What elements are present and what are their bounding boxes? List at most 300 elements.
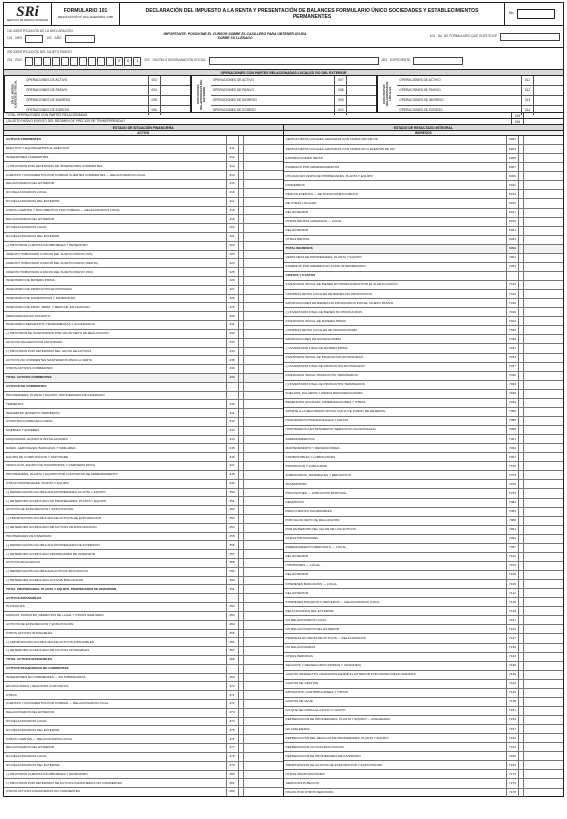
row-label: TOTAL PROPIEDADES, PLANTA Y EQUIPO, PROPIEDADES DE INVERSIÓN [6,587,117,591]
row-value-field[interactable] [523,444,563,452]
row-label: EFECTIVO Y EQUIVALENTES AL EFECTIVO [6,147,70,151]
row-value-field[interactable] [523,399,563,407]
row-label: NO ACELERADA [285,727,310,731]
row-label: HONORARIOS PROFESIONALES Y DIETAS [285,419,349,423]
row-value-field[interactable] [523,752,563,760]
row-value-field[interactable] [243,577,283,585]
row-value-field[interactable] [523,254,563,262]
row-value-field[interactable] [523,308,563,316]
row-value-field[interactable] [523,218,563,226]
table-row [4,242,283,251]
row-code: 316 [226,189,238,197]
table-row [284,761,564,770]
row-label: SUELDOS, SALARIOS Y DEMÁS REMUNERACIONES [285,392,363,396]
ops-value-field[interactable] [160,76,190,85]
table-row [284,743,564,752]
row-label: SERVICIOS PÚBLICOS [285,781,319,785]
table-row [284,789,564,797]
row-value-field[interactable] [523,616,563,624]
row-code: 7121 [506,616,518,624]
table-row [284,752,564,761]
row-value-field[interactable] [243,647,283,655]
row-label: INGRESOS POR ARRENDAMIENTOS [285,165,340,169]
month-field[interactable] [25,35,43,43]
row-value-field[interactable] [523,580,563,588]
row-value-field[interactable] [243,480,283,488]
year-field[interactable] [65,35,95,43]
row-value-field[interactable] [243,559,283,567]
row-value-field[interactable] [243,788,283,796]
table-row [4,339,283,348]
ops-value-field[interactable] [533,86,563,95]
table-row [4,259,283,268]
row-value-field[interactable] [243,233,283,241]
row-code: 378 [226,753,238,761]
row-value-field[interactable] [243,682,283,690]
ops-value-field[interactable] [533,96,563,105]
row-value-field[interactable] [523,263,563,271]
row-value-field[interactable] [243,603,283,611]
row-code: 382 [226,788,238,796]
row-value-field[interactable] [523,598,563,606]
row-value-field[interactable] [243,242,283,250]
row-value-field[interactable] [243,771,283,779]
table-row [4,700,283,709]
row-value-field[interactable] [523,145,563,153]
row-code: 6023 [506,236,518,244]
row-value-field[interactable] [523,707,563,715]
form-header [3,2,564,26]
row-value-field[interactable] [243,762,283,770]
row-value-field[interactable] [243,700,283,708]
row-value-field[interactable] [243,409,283,417]
row-value-field[interactable] [243,268,283,276]
row-label: PROMOCIÓN Y PUBLICIDAD [285,464,328,468]
related-ops-total-field[interactable] [523,113,563,118]
row-code: 7151 [506,707,518,715]
row-value-field[interactable] [523,526,563,534]
transfer-pricing-field[interactable] [523,119,563,124]
row-value-field[interactable] [243,621,283,629]
row-value-field[interactable] [523,462,563,470]
row-value-field[interactable] [523,372,563,380]
row-value-field[interactable] [243,656,283,664]
row-value-field[interactable] [523,644,563,652]
row-label: NO RELACIONADAS [285,645,316,649]
row-value-field[interactable] [243,418,283,426]
row-label: COMISIONES — LOCAL [285,564,321,568]
row-value-field[interactable] [523,381,563,389]
row-value-field[interactable] [523,272,563,280]
row-value-field[interactable] [523,245,563,253]
row-code: 7103 [506,562,518,570]
row-code [506,272,518,280]
row-value-field[interactable] [243,497,283,505]
row-value-field[interactable] [243,215,283,223]
table-row [4,277,283,286]
row-value-field[interactable] [243,541,283,549]
table-row [284,417,564,426]
row-code: 320 [226,224,238,232]
row-value-field[interactable] [523,589,563,597]
table-row [284,508,564,517]
row-value-field[interactable] [243,321,283,329]
row-value-field[interactable] [523,789,563,797]
row-value-field[interactable] [523,689,563,697]
row-value-field[interactable] [523,408,563,416]
row-code: 334 [226,348,238,356]
row-value-field[interactable] [523,435,563,443]
table-row [4,171,283,180]
row-label: (-) PROVISIÓN DE INVENTARIOS POR VALOR NETO DE REALIZACIÓN [6,332,109,336]
row-value-field[interactable] [523,698,563,706]
row-code: 7013 [506,290,518,298]
table-row [4,224,283,233]
row-value-field[interactable] [523,335,563,343]
row-value-field[interactable] [243,462,283,470]
row-value-field[interactable] [523,281,563,289]
row-code: 7049 [506,399,518,407]
row-code: 358 [226,559,238,567]
table-row [4,489,283,498]
row-value-field[interactable] [523,634,563,642]
ops-value-field[interactable] [346,76,376,85]
row-code: 7139 [506,671,518,679]
row-value-field[interactable] [523,743,563,751]
row-code: 362 [226,603,238,611]
row-label: IMPUESTOS, CONTRIBUCIONES Y OTROS [285,691,349,695]
row-code: 7064 [506,444,518,452]
row-value-field[interactable] [523,508,563,516]
row-value-field[interactable] [523,553,563,561]
row-code: 7109 [506,580,518,588]
row-value-field[interactable] [523,607,563,615]
table-row [4,251,283,260]
row-value-field[interactable] [243,136,283,144]
row-value-field[interactable] [243,691,283,699]
ops-value-field[interactable] [346,96,376,105]
table-row [284,517,564,526]
row-value-field[interactable] [243,154,283,162]
row-value-field[interactable] [523,299,563,307]
row-value-field[interactable] [523,725,563,733]
row-code: 7106 [506,571,518,579]
row-value-field[interactable] [243,171,283,179]
row-label: GASTOS INDIRECTOS ASIGNADOS DESDE EL EXTERIOR POR PARTES RELACIONADAS [285,673,416,677]
row-label: INVENTARIO INICIAL DE BIENES NO PRODUCIDOS POR EL SUJETO PASIVO [285,283,398,287]
table-row [284,462,564,471]
table-row [4,630,283,639]
row-label: OTRAS CUENTAS Y DOCUMENTOS POR COBRAR — RELACIONADOS LOCAL [6,208,121,212]
table-row [4,365,283,374]
table-row [4,348,283,357]
row-value-field[interactable] [243,585,283,593]
row-value-field[interactable] [243,524,283,532]
row-label: VENTAS NETAS LOCALES GRAVADAS CON TARIFA 12% DE IVA [285,138,379,142]
table-row [4,788,283,796]
row-value-field[interactable] [523,236,563,244]
row-value-field[interactable] [243,453,283,461]
row-value-field[interactable] [523,571,563,579]
table-row [4,180,283,189]
row-value-field[interactable] [523,480,563,488]
row-value-field[interactable] [243,295,283,303]
row-value-field[interactable] [243,638,283,646]
income-statement-rows [284,136,564,796]
row-value-field[interactable] [243,303,283,311]
income-statement-heading: ESTADO DE RESULTADO INTEGRAL [284,125,564,131]
row-value-field[interactable] [243,259,283,267]
table-row [284,263,564,272]
ops-value-field[interactable] [160,96,190,105]
row-value-field[interactable] [523,734,563,742]
row-code: 7148 [506,698,518,706]
row-value-field[interactable] [243,533,283,541]
row-value-field[interactable] [243,400,283,408]
row-label: TOTAL ACTIVOS INTANGIBLES [6,658,53,662]
table-row [4,691,283,700]
row-label: DEL EXTERIOR [285,229,309,233]
row-value-field[interactable] [523,489,563,497]
table-row [4,233,283,242]
row-value-field[interactable] [243,356,283,364]
row-value-field[interactable] [523,426,563,434]
row-value-field[interactable] [243,330,283,338]
row-code: 372 [226,700,238,708]
row-label: INVENTARIO DE PRODUCTOS EN PROCESO [6,288,72,292]
row-value-field[interactable] [243,162,283,170]
table-row [284,716,564,725]
row-value-field[interactable] [523,716,563,724]
row-value-field[interactable] [243,339,283,347]
row-value-field[interactable] [523,625,563,633]
row-value-field[interactable] [243,718,283,726]
row-value-field[interactable] [243,251,283,259]
row-value-field[interactable] [243,744,283,752]
table-row [284,408,564,417]
row-value-field[interactable] [243,471,283,479]
row-value-field[interactable] [243,348,283,356]
row-code: 330 [226,312,238,320]
ops-value-field[interactable] [160,86,190,95]
row-value-field[interactable] [523,544,563,552]
row-value-field[interactable] [243,224,283,232]
row-value-field[interactable] [523,354,563,362]
row-value-field[interactable] [243,180,283,188]
row-label: CUENTAS Y DOCUMENTOS POR COBRAR CLIENTES CORRIENTES — RELACIONADOS LOCAL [6,173,146,177]
row-label: NO RELACIONADOS LOCAL [6,755,48,759]
row-value-field[interactable] [523,181,563,189]
row-label: TERRENOS [6,402,24,406]
row-value-field[interactable] [523,317,563,325]
row-value-field[interactable] [523,136,563,144]
row-value-field[interactable] [523,417,563,425]
row-value-field[interactable] [523,290,563,298]
row-label: (-) DEPRECIACIÓN ACUMULADA ACTIVOS BIOLÓGICOS [6,570,88,574]
row-value-field[interactable] [243,568,283,576]
row-label: MANTENIMIENTO Y REPARACIONES [285,446,340,450]
row-value-field[interactable] [243,312,283,320]
row-code: 7091 [506,526,518,534]
row-code: 7037 [506,363,518,371]
row-label: OTRAS [6,693,17,697]
row-code: 7055 [506,417,518,425]
row-value-field[interactable] [523,471,563,479]
row-value-field[interactable] [243,506,283,514]
row-code [226,383,238,391]
table-row [284,209,564,218]
related-ops-title: OPERACIONES CON PARTES RELACIONADAS LOCALES Y/O DEL EXTERIOR [3,70,564,76]
ops-group-label-1: CON PARTES RELACIONADAS DEL EXTERIOR [191,76,211,112]
row-value-field[interactable] [523,209,563,217]
ops-value-field[interactable] [533,76,563,85]
row-code: 339 [226,374,238,382]
row-value-field[interactable] [523,671,563,679]
row-code: 318 [226,207,238,215]
row-label: NO RELACIONADOS DEL EXTERIOR [6,728,60,732]
row-value-field[interactable] [523,562,563,570]
row-value-field[interactable] [243,726,283,734]
row-code: 336 [226,365,238,373]
row-value-field[interactable] [523,499,563,507]
row-value-field[interactable] [523,154,563,162]
row-value-field[interactable] [523,535,563,543]
form-serial-field[interactable] [517,9,555,19]
row-code: 331 [226,321,238,329]
row-value-field[interactable] [243,436,283,444]
row-value-field[interactable] [243,674,283,682]
income-statement-column [284,125,564,796]
ops-line: OPERACIONES DE EGRESO 006 [24,106,190,115]
row-label: NO RELACIONADOS LOCAL [6,191,48,195]
expedient-field[interactable] [413,57,463,65]
row-code: 7052 [506,408,518,416]
table-row [284,698,564,707]
ops-value-field[interactable] [346,86,376,95]
row-value-field[interactable] [523,199,563,207]
row-value-field[interactable] [243,709,283,717]
table-row [284,381,564,390]
table-row [284,770,564,779]
row-value-field[interactable] [243,665,283,673]
row-label: DEL EXTERIOR [285,591,309,595]
row-value-field[interactable] [243,753,283,761]
row-code: 357 [226,550,238,558]
transfer-pricing-line: ¿SUJETO PASIVO EXENTO DEL RÉGIMEN DE PRECIOS DE TRANSFERENCIA? 016 [3,119,564,125]
table-row [4,356,283,365]
row-value-field[interactable] [523,761,563,769]
table-row [284,435,564,444]
row-value-field[interactable] [243,374,283,382]
row-label: ACTIVOS NO CORRIENTES MANTENIDOS PARA LA VENTA [6,358,93,362]
table-row [284,399,564,408]
row-label: GASTOS DE GESTIÓN [285,682,319,686]
row-value-field[interactable] [243,198,283,206]
table-row [4,541,283,550]
row-value-field[interactable] [243,489,283,497]
row-value-field[interactable] [243,286,283,294]
taxpayer-id-row [3,48,564,70]
row-value-field[interactable] [243,427,283,435]
row-label: CONSTRUCCIONES EN CURSO [6,420,53,424]
income-heading: INGRESOS [284,131,564,136]
row-value-field[interactable] [523,779,563,787]
row-value-field[interactable] [523,680,563,688]
row-label: (-) DETERIORO ACUMULADO ACTIVOS BIOLÓGICOS [6,578,84,582]
row-value-field[interactable] [243,779,283,787]
row-code: 317 [226,198,238,206]
table-row [4,295,283,304]
row-value-field[interactable] [523,163,563,171]
row-value-field[interactable] [523,190,563,198]
row-value-field[interactable] [243,735,283,743]
row-label: (-) AMORTIZACIÓN ACUMULADA DE ACTIVOS DE EXPLORACIÓN [6,517,102,521]
row-label: DIVIDENDOS [285,183,305,187]
row-value-field[interactable] [523,363,563,371]
table-row [284,779,564,788]
row-value-field[interactable] [243,277,283,285]
row-code: 353 [226,515,238,523]
row-value-field[interactable] [243,392,283,400]
table-row [4,559,283,568]
row-value-field[interactable] [243,444,283,452]
row-value-field[interactable] [243,612,283,620]
row-label: (-) PROVISIÓN POR DETERIORO DE ACTIVOS FINANCIEROS NO CORRIENTES [6,781,123,785]
row-value-field[interactable] [523,172,563,180]
row-label: CRÉDITO TRIBUTARIO A FAVOR DEL SUJETO PASIVO (IVA) [6,252,93,256]
table-row [4,638,283,647]
row-value-field[interactable] [523,326,563,334]
code-102: 102 [46,36,52,41]
table-row [4,647,283,656]
row-value-field[interactable] [243,207,283,215]
row-label: INVERSIONES CORRIENTES [6,155,49,159]
row-value-field[interactable] [523,770,563,778]
row-value-field[interactable] [523,390,563,398]
row-value-field[interactable] [243,550,283,558]
row-label: (-) PROVISIÓN POR DETERIORO DEL VALOR DE ACTIVOS [6,349,92,353]
table-row [284,562,564,571]
row-code: 348 [226,471,238,479]
substitute-form-field[interactable] [500,33,560,41]
row-value-field[interactable] [243,515,283,523]
row-value-field[interactable] [243,594,283,602]
row-code: 360 [226,577,238,585]
row-code: 356 [226,541,238,549]
row-value-field[interactable] [243,365,283,373]
row-value-field[interactable] [523,662,563,670]
table-row [4,480,283,489]
row-value-field[interactable] [523,227,563,235]
row-value-field[interactable] [523,653,563,661]
row-value-field[interactable] [243,383,283,391]
row-label: INVENTARIO DE MATERIA PRIMA [6,279,55,283]
table-row [284,471,564,480]
row-value-field[interactable] [523,517,563,525]
row-value-field[interactable] [523,344,563,352]
ruc-field[interactable] [25,57,141,66]
table-row [4,550,283,559]
row-value-field[interactable] [243,145,283,153]
row-value-field[interactable] [243,189,283,197]
company-name-field[interactable] [209,57,379,65]
table-row [4,136,283,145]
row-value-field[interactable] [243,630,283,638]
row-code: 6005 [506,154,518,162]
table-row [284,453,564,462]
row-label: (-) INVENTARIO FINAL DE PRODUCTOS TERMINADOS [285,383,365,387]
row-value-field[interactable] [523,453,563,461]
